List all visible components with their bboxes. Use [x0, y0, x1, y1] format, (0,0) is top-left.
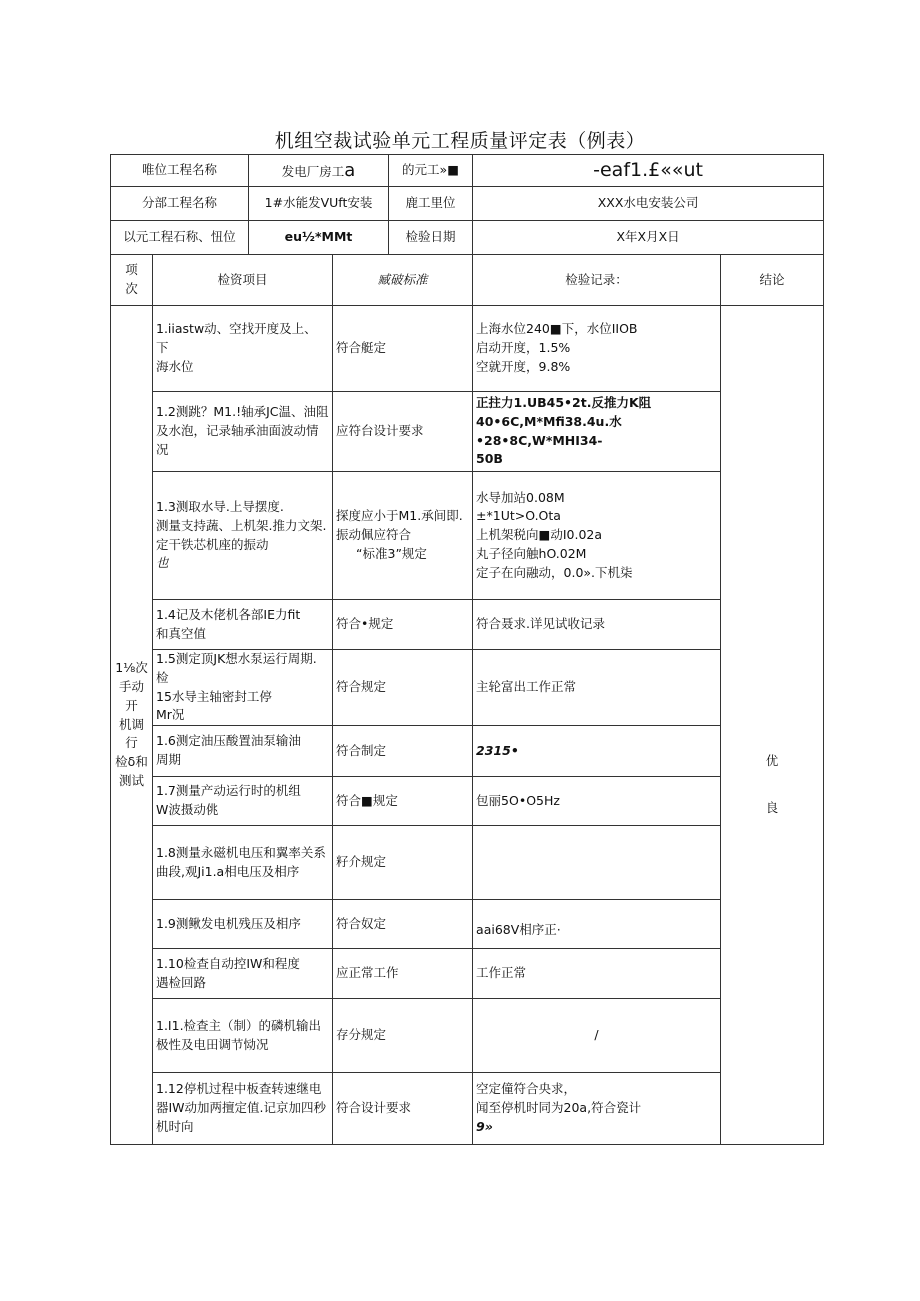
standard-cell: 存分规定 [333, 999, 473, 1073]
conclusion-header: 结论 [721, 255, 824, 306]
element-label: 以元工程石称、忸位 [111, 221, 249, 255]
date-label: 检验日期 [389, 221, 473, 255]
record-cell: 符合聂求.详见试收记录 [473, 600, 721, 650]
seq-header: 项 次 [111, 255, 153, 306]
unit-project-label: 唯位工程名称 [111, 155, 249, 187]
item-cell: 1.12停机过程中板查转速继电 器IW动加两擅定值.记京加四秒 机时向 [153, 1073, 333, 1145]
item-cell: 1.6测定油压酸置油泵输油 周期 [153, 726, 333, 777]
standard-cell: 符合设计要求 [333, 1073, 473, 1145]
item-cell: 1.3测取水导.上导摆度. 测量支持蔬、上机架.推力文架. 定干铁芯机座的振动 也 [153, 472, 333, 600]
element-value: eu½*MMt [249, 221, 389, 255]
standard-cell: 符合奴定 [333, 900, 473, 949]
unit-project-value: 发电厂房工a [249, 155, 389, 187]
record-cell: / [473, 999, 721, 1073]
division-value: 1#水能发VUft安装 [249, 187, 389, 221]
contractor-value: XXX水电安装公司 [473, 187, 824, 221]
standard-cell: 符合规定 [333, 650, 473, 726]
record-cell: 2315• [473, 726, 721, 777]
standard-cell: 符合艇定 [333, 306, 473, 392]
group-label: 1⅛次 手动开 机调行 检δ和 测试 [111, 306, 153, 1145]
record-cell: 主轮富出工作正常 [473, 650, 721, 726]
record-cell: 上海水位240■下，水位IIOB 启动开度，1.5% 空就开度，9.8% [473, 306, 721, 392]
record-header: 检验记录： [473, 255, 721, 306]
item-cell: 1.I1.检查主（制）的磷机输出 极性及电田调节恸况 [153, 999, 333, 1073]
record-cell: 水导加站0.08M ±*1Ut>O.Ota 上机架税向■动I0.02a 丸子径向触hO.02M 定子在向融动，0.0».下机柒 [473, 472, 721, 600]
record-cell [473, 826, 721, 900]
item-cell: 1.5测定顶JK想水泵运行周期.检 15水导主轴密封工停 Mr况 [153, 650, 333, 726]
group-conclusion: 优 良 [721, 306, 824, 1145]
record-cell: 包丽5O•O5Hz [473, 777, 721, 826]
standard-cell: 籽介规定 [333, 826, 473, 900]
date-value: X年X月X日 [473, 221, 824, 255]
standard-cell: 应正常工作 [333, 949, 473, 999]
page-title: 机组空裁试验单元工程质量评定表（例表） [274, 130, 646, 152]
item-cell: 1.8测量永磁机电压和翼率关系 曲段,观Ji1.a相电压及相序 [153, 826, 333, 900]
standard-cell: 应符台设计要求 [333, 392, 473, 472]
item-header: 检资项目 [153, 255, 333, 306]
record-cell: 工作正常 [473, 949, 721, 999]
standard-cell: 符合•规定 [333, 600, 473, 650]
division-label: 分部工程名称 [111, 187, 249, 221]
item-cell: 1.7测量产动运行时的机组 W波摄动佻 [153, 777, 333, 826]
standard-cell: 符合■规定 [333, 777, 473, 826]
standard-cell: 探度应小于M1.承间即. 振动佩应符合 “标准3”规定 [333, 472, 473, 600]
unit-code-value: -eaf1.£««ut [473, 155, 824, 187]
record-cell: aai68V相序正· [473, 900, 721, 949]
item-cell: 1.iiastw动、空找开度及上、下 海水位 [153, 306, 333, 392]
standard-cell: 符合制定 [333, 726, 473, 777]
item-cell: 1.10检查自动控IW和程度 遇检回路 [153, 949, 333, 999]
record-cell: 空定僮符合央求， 闻至停机时同为20a,符合瓷计 9» [473, 1073, 721, 1145]
standard-header: 臧破标准 [333, 255, 473, 306]
item-cell: 1.4记及木佬机各部IE力fit 和真空值 [153, 600, 333, 650]
item-cell: 1.2测跳？M1.!轴承JC温、油阻 及水泡，记录轴承油面波动情况 [153, 392, 333, 472]
unit-code-label: 的元工»■ [389, 155, 473, 187]
record-cell: 正拄力1.UB45•2t.反推力K阻 40•6C,M*Mfi38.4u.水•28•8C,W*MHI34- 50B [473, 392, 721, 472]
quality-evaluation-table [110, 154, 824, 1145]
contractor-label: 鹿工里位 [389, 187, 473, 221]
item-cell: 1.9测鳅发电机残压及相序 [153, 900, 333, 949]
